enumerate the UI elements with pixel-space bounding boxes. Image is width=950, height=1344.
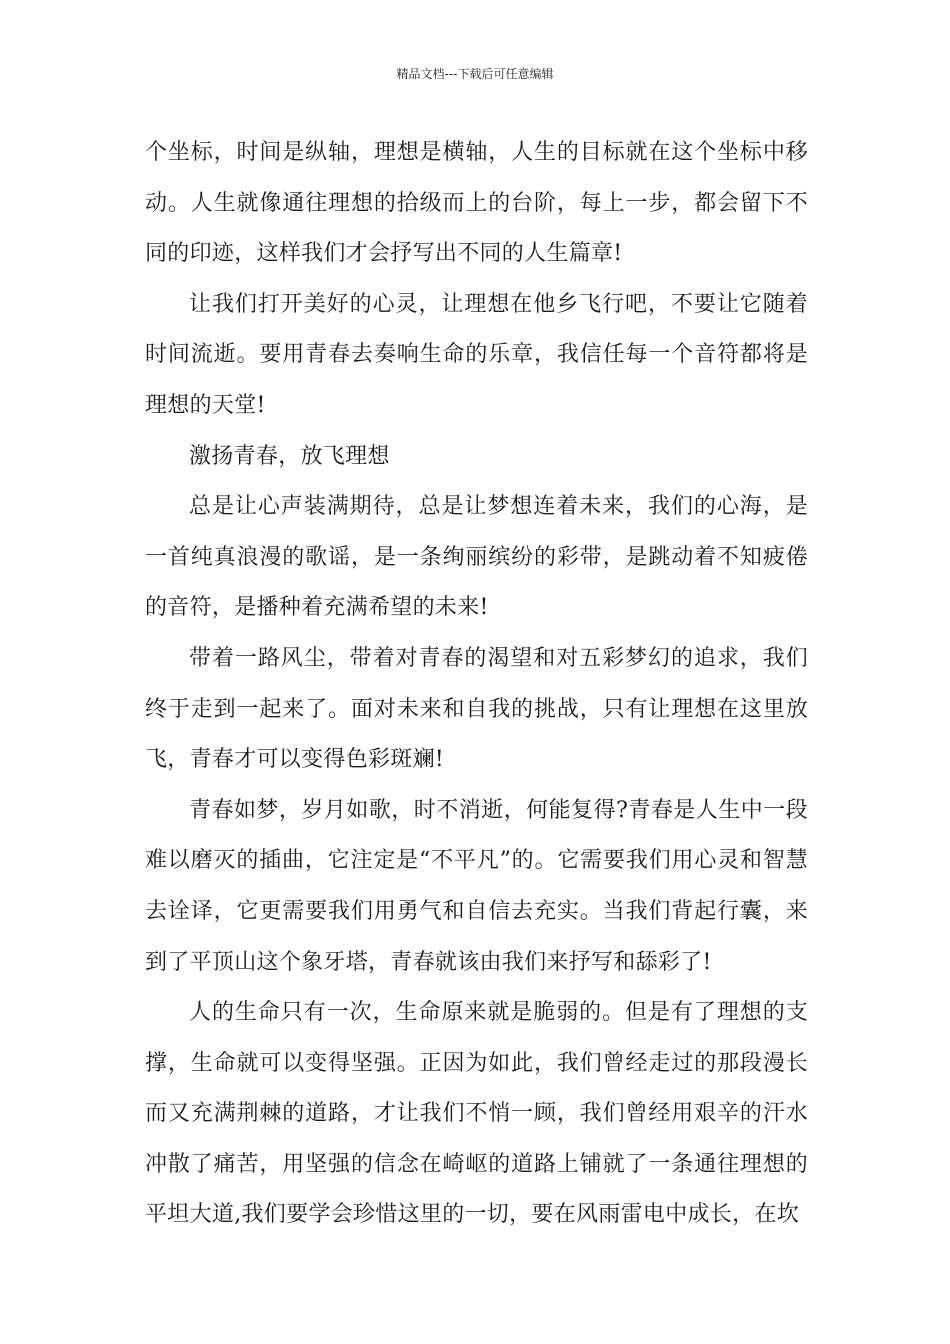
paragraph: 人的生命只有一次，生命原来就是脆弱的。但是有了理想的支撑，生命就可以变得坚强。正因为如此，我们曾经走过的那段漫长而又充满荆棘的道路，才让我们不悄一顾，我们曾经用艰辛的汗水冲散了痛苦，用坚强的信念在崎岖的道路上铺就了一条通往理想的平坦大道,我们要学会珍惜这里的一切，要在风雨雷电中成长，在坎 [145, 1000, 808, 1228]
paragraph: 个坐标，时间是纵轴，理想是横轴，人生的目标就在这个坐标中移动。人生就像通往理想的拾级而上的台阶，每上一步，都会留下不同的印迹，这样我们才会抒写出不同的人生篇章! [145, 140, 808, 267]
paragraph: 总是让心声装满期待，总是让梦想连着未来，我们的心海，是一首纯真浪漫的歌谣，是一条绚丽缤纷的彩带，是跳动着不知疲倦的音符，是播种着充满希望的未来! [145, 494, 808, 621]
paragraph: 带着一路风尘，带着对青春的渴望和对五彩梦幻的追求，我们终于走到一起来了。面对未来和自我的挑战，只有让理想在这里放飞，青春才可以变得色彩斑斓! [145, 645, 808, 773]
section-heading: 激扬青春，放飞理想 [189, 443, 390, 469]
paragraph: 青春如梦，岁月如歌，时不消逝，何能复得?青春是人生中一段难以磨灭的插曲，它注定是“不平凡”的。它需要我们用心灵和智慧去诠译，它更需要我们用勇气和自信去充实。当我们背起行囊，来到了平顶山这个象牙塔，青春就该由我们来抒写和舔彩了! [145, 797, 808, 975]
page-header: 精品文档---下载后可任意编辑 [396, 67, 554, 81]
paragraph: 让我们打开美好的心灵，让理想在他乡飞行吧，不要让它随着时间流逝。要用青春去奏响生命的乐章，我信任每一个音符都将是理想的天堂! [145, 291, 808, 418]
document-body [145, 128, 808, 1241]
